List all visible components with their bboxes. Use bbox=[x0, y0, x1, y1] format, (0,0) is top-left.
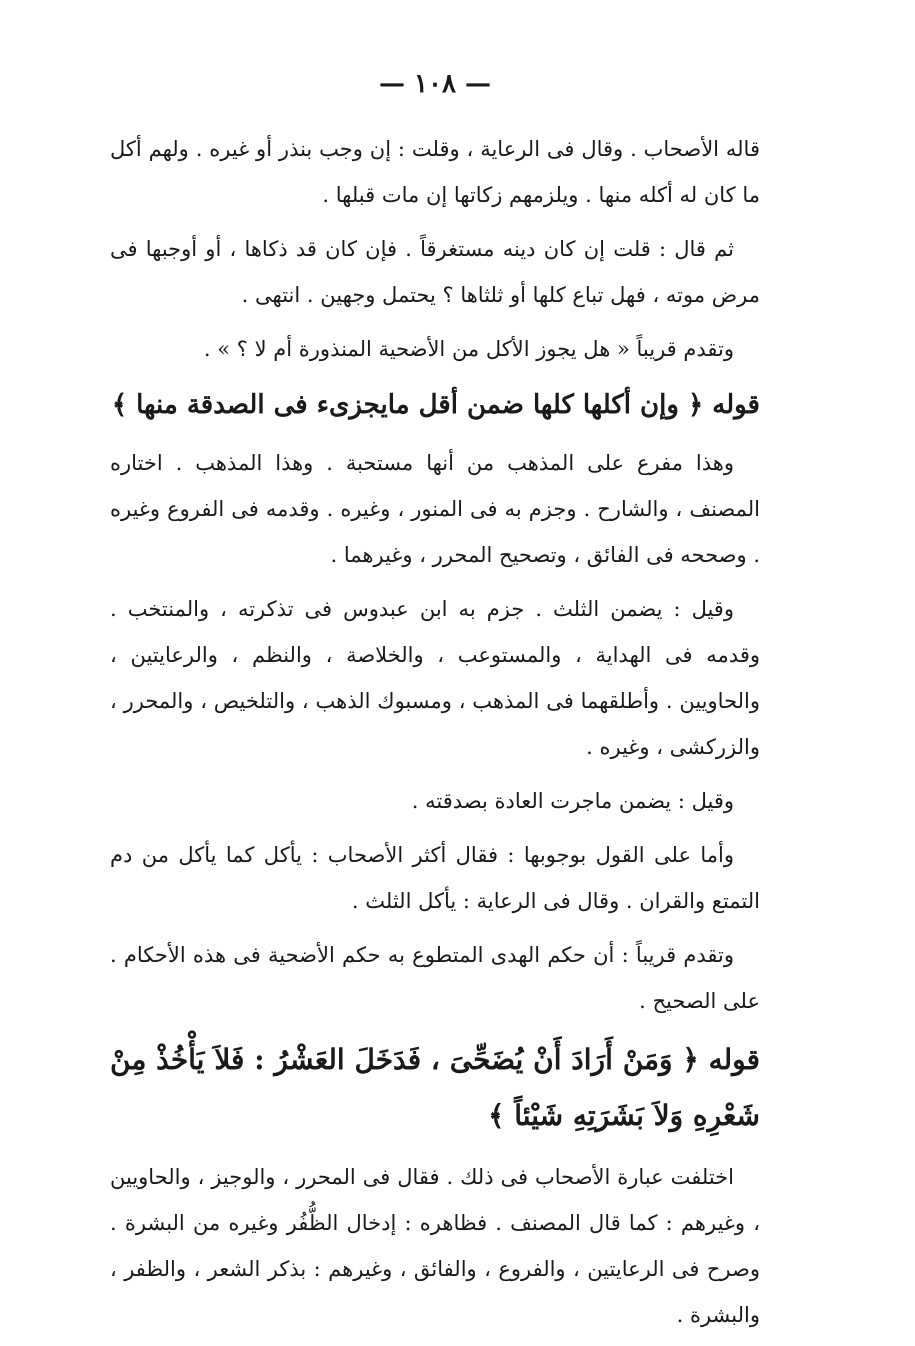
paragraph-8: وتقدم قريباً : أن حكم الهدى المتطوع به حكم الأضحية فى هذه الأحكام . على الصحيح . bbox=[110, 943, 760, 1013]
quoted-text-1: قوله ﴿ وإن أكلها كلها ضمن أقل مايجزىء فى الصدقة منها ﴾ bbox=[111, 390, 760, 420]
page-body bbox=[110, 60, 760, 1346]
paragraph-5: وقيل : يضمن الثلث . جزم به ابن عبدوس فى تذكرته ، والمنتخب . وقدمه فى الهداية ، والمستوعب ، والخلاصة ، والنظم ، والرعايتين ، والحاويين . وأطلقهما فى المذهب ، ومسبوك الذهب ، والتلخيص ، والمحرر ، والزركشى ، وغيره . bbox=[110, 597, 760, 759]
paragraph-2: ثم قال : قلت إن كان دينه مستغرقاً . فإن كان قد ذكاها ، أو أوجبها فى مرض موته ، فهل تباع كلها أو ثلثاها ؟ يحتمل وجهين . انتهى . bbox=[110, 237, 760, 307]
page-number: — ١٠٨ — bbox=[378, 69, 492, 99]
paragraph-9: اختلفت عبارة الأصحاب فى ذلك . فقال فى المحرر ، والوجيز ، والحاويين ، وغيرهم : كما قال المصنف . فظاهره : إدخال الظُّفُر وغيره من البشرة . وصرح فى الرعايتين ، والفروع ، والفائق ، وغيرهم : بذكر الشعر ، والظفر ، والبشرة . bbox=[110, 1165, 760, 1327]
paragraph-4: وهذا مفرع على المذهب من أنها مستحبة . وهذا المذهب . اختاره المصنف ، والشارح . وجزم به فى المنور ، وغيره . وقدمه فى الفروع وغيره . وصححه فى الفائق ، وتصحيح المحرر ، وغيرهما . bbox=[110, 451, 760, 567]
paragraph-7: وأما على القول بوجوبها : فقال أكثر الأصحاب : يأكل كما يأكل من دم التمتع والقران . وقال فى الرعاية : يأكل الثلث . bbox=[110, 843, 760, 913]
quoted-text-2: قوله ﴿ وَمَنْ أَرَادَ أَنْ يُضَحِّىَ ، فَدَخَلَ العَشْرُ : فَلاَ يَأْخُذْ مِنْ شَعْرِهِ وَلاَ بَشَرَتِهِ شَيْئاً ﴾ bbox=[110, 1043, 760, 1132]
paragraph-1: قاله الأصحاب . وقال فى الرعاية ، وقلت : إن وجب بنذر أو غيره . ولهم أكل ما كان له أكله منها . ويلزمهم زكاتها إن مات قبلها . bbox=[110, 137, 760, 207]
paragraph-6: وقيل : يضمن ماجرت العادة بصدقته . bbox=[411, 789, 734, 813]
paragraph-3: وتقدم قريباً « هل يجوز الأكل من الأضحية المنذورة أم لا ؟ » . bbox=[203, 337, 734, 361]
